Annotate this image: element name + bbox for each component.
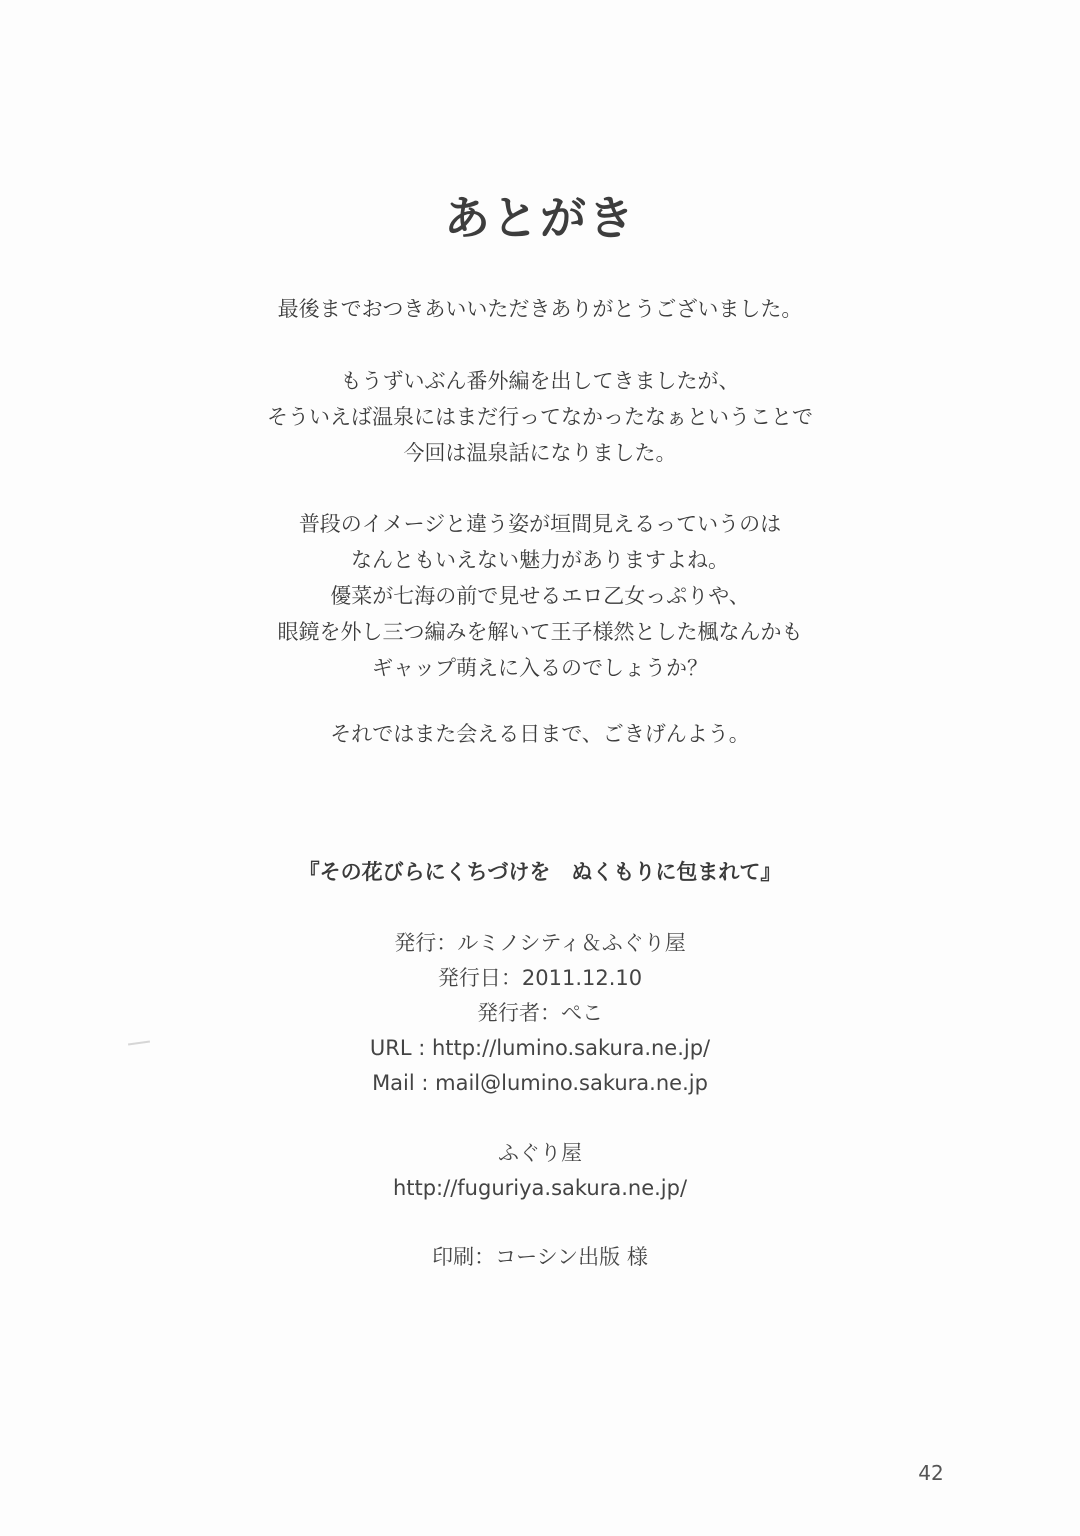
- paragraph-line: もうずいぶん番外編を出してきましたが、: [340, 369, 740, 393]
- paragraph-line: 今回は温泉話になりました。: [403, 441, 677, 465]
- paragraph-line: 普段のイメージと違う姿が垣間見えるっていうのは: [298, 512, 782, 536]
- paragraph-line: なんともいえない魅力がありますよね。: [351, 548, 729, 572]
- colophon-mail: Mail : mail@lumino.sakura.ne.jp: [372, 1071, 708, 1095]
- fuguriya-name: ふぐり屋: [498, 1141, 582, 1165]
- page-number: 42: [918, 1461, 944, 1485]
- page-title: あとがき: [444, 191, 636, 245]
- fuguriya-block: [140, 1136, 940, 1206]
- printer-credit: 印刷：コーシン出版 様: [432, 1245, 648, 1269]
- paragraph-line: それではまた会える日まで、ごきげんよう。: [330, 722, 750, 746]
- fuguriya-url: http://fuguriya.sakura.ne.jp/: [392, 1176, 688, 1200]
- afterword-paragraph-2: [140, 363, 940, 471]
- paragraph-line: 優菜が七海の前で見せるエロ乙女っぷりや、: [330, 584, 750, 608]
- colophon-publisher: 発行：ルミノシティ＆ふぐり屋: [394, 931, 686, 955]
- book-title: 『その花びらにくちづけを ぬくもりに包まれて』: [298, 860, 782, 884]
- paragraph-line: ギャップ萌えに入るのでしょうか？: [372, 656, 708, 680]
- colophon: [140, 926, 940, 1101]
- afterword-paragraph-4: [140, 716, 940, 752]
- afterword-paragraph-1: [140, 291, 940, 327]
- afterword-paragraph-3: [140, 506, 940, 686]
- paragraph-line: 最後までおつきあいいただきありがとうございました。: [277, 297, 803, 321]
- colophon-issuer: 発行者：ぺこ: [477, 1001, 603, 1025]
- paragraph-line: そういえば温泉にはまだ行ってなかったなぁということで: [267, 405, 813, 429]
- colophon-date: 発行日：2011.12.10: [437, 966, 643, 990]
- colophon-url: URL : http://lumino.sakura.ne.jp/: [369, 1036, 711, 1060]
- paragraph-line: 眼鏡を外し三つ編みを解いて王子様然とした楓なんかも: [277, 620, 803, 644]
